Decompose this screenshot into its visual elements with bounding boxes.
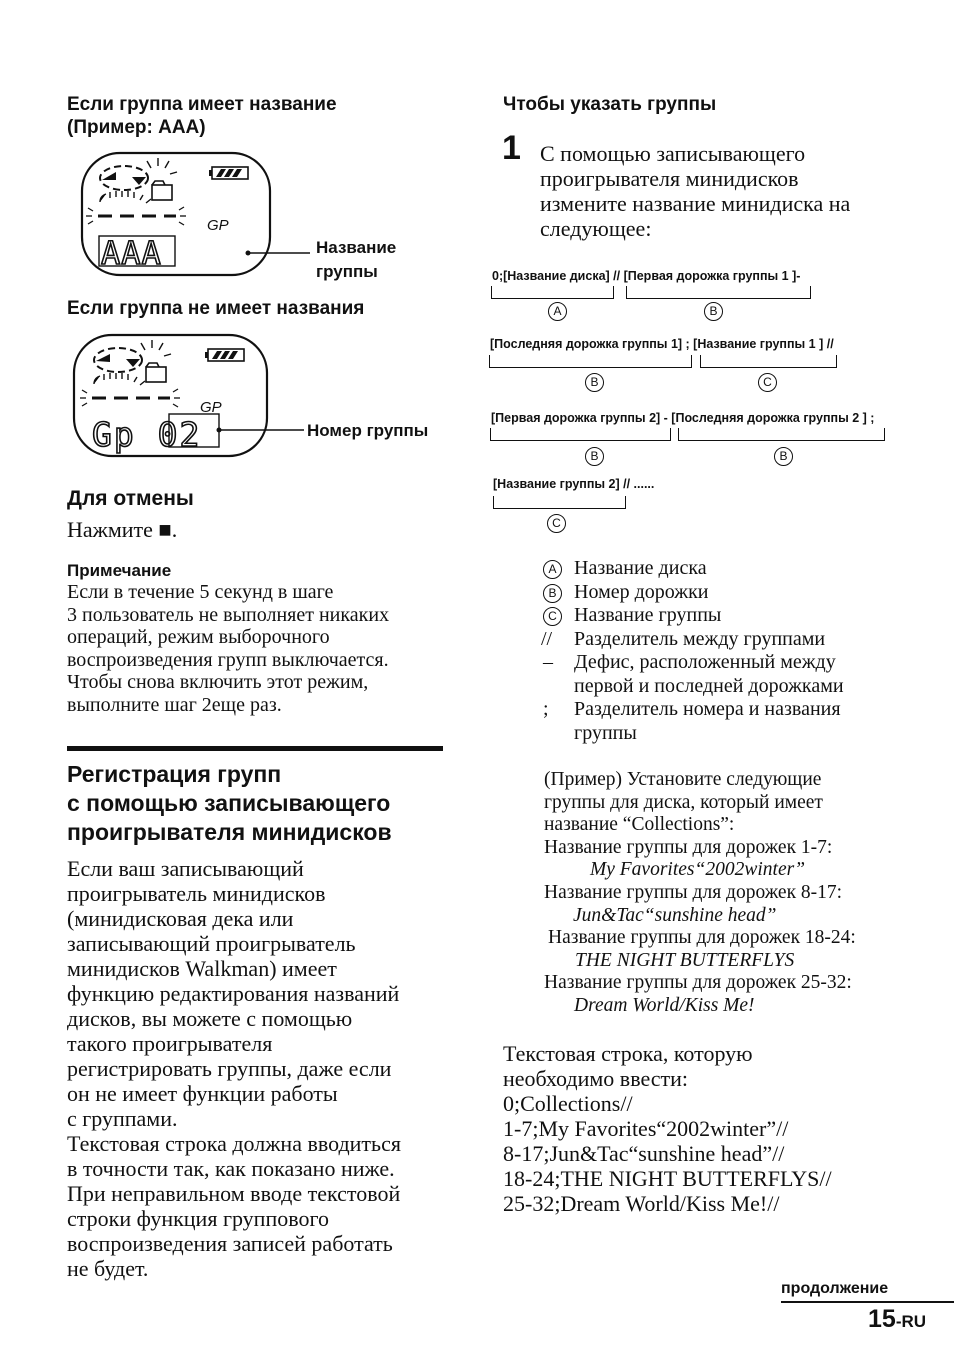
format-line-4: [Название группы 2] // ...... (493, 477, 655, 491)
legend-item: B Номер дорожки (543, 581, 923, 605)
step-text: С помощью записывающего проигрывателя минидисков измените название минидиска на следующее: (540, 141, 851, 241)
format-line-1: 0;[Название диска] // [Первая дорожка группы 1 ]- (492, 269, 801, 283)
bracket-last-track-1 (489, 355, 692, 368)
legend-item: – Дефис, расположенный между первой и последней дорожками (543, 651, 844, 697)
continued-label: продолжение (781, 1280, 889, 1297)
mark-c: C (758, 373, 777, 392)
note-heading: Примечание (67, 561, 172, 580)
example-value: My Favorites“2002winter” (590, 859, 806, 881)
mark-b: B (704, 302, 723, 321)
example-label: Название группы для дорожек 1-7: (544, 836, 833, 858)
section-rule (67, 746, 443, 751)
note-body: Если в течение 5 секунд в шаге 3 пользователь не выполняет никаких операций, режим выборочного воспроизведения групп выключается. Чтобы снова включить этот режим, выполните шаг 2еще раз. (67, 581, 390, 716)
callout-group-number: Номер группы (307, 421, 429, 440)
legend-item: A Название диска (543, 557, 923, 581)
gp-indicator: GP (200, 399, 222, 416)
legend-item: ; Разделитель номера и названия группы (543, 698, 841, 744)
example-label: Название группы для дорожек 18-24: (548, 927, 856, 949)
cancel-text: Нажмите ■. (67, 517, 178, 542)
mark-b: B (585, 373, 604, 392)
lcd-display-named (80, 150, 310, 280)
example-label: Название группы для дорожек 25-32: (544, 972, 852, 994)
bracket-disc-name (491, 286, 614, 299)
example-value: Jun&Tac“sunshine head” (573, 904, 777, 926)
format-line-3: [Первая дорожка группы 2] - [Последняя дорожка группы 2 ] ; (491, 411, 875, 425)
mark-b: B (774, 447, 793, 466)
heading-group-unnamed: Если группа не имеет названия (67, 298, 365, 319)
bracket-first-track-1 (626, 286, 811, 299)
example-value: THE NIGHT BUTTERFLYS (575, 949, 795, 971)
page-number: 15-RU (868, 1305, 927, 1333)
section-title: Регистрация групп с помощью записывающего проигрывателя минидисков (67, 761, 392, 845)
bracket-group-name-2 (493, 496, 626, 509)
example-value: Dream World/Kiss Me! (574, 994, 755, 1016)
example-label: Название группы для дорожек 8-17: (544, 881, 843, 903)
lcd-display-unnamed (72, 333, 304, 461)
heading-specify-groups: Чтобы указать группы (503, 94, 717, 115)
gp-indicator: GP (207, 217, 229, 234)
footer-rule (781, 1301, 954, 1303)
mark-b: B (585, 447, 604, 466)
legend-item: C Название группы (543, 604, 923, 628)
heading-group-named: Если группа имеет название (Пример: AAA) (67, 94, 337, 138)
section-body: Если ваш записывающий проигрыватель минидисков (минидисковая дека или записывающий проигрыватель минидисков Walkman) имеет функцию редактирования названий дисков, вы можете с помощью такого проигрывателя регистрировать группы, даже если он не имеет функции работы с группами. Текстовая строка должна вводиться в точности так, как показано ниже. При неправильном вводе текстовой строки функция группового воспроизведения записей работать не будет. (67, 856, 401, 1281)
callout-group-name: Название группы (316, 238, 397, 281)
lcd-group-chars: AAA (101, 234, 162, 272)
cancel-heading: Для отмены (67, 487, 194, 510)
bracket-first-track-2 (490, 428, 671, 441)
example-block: (Пример) Установите следующие группы для диска, который имеет название “Collections”: Название группы для дорожек 1-7: My Favorites“2002winter” Название группы для дорожек 8-17: Jun&Tac“sunshine head” Название группы для дорожек 18-24: THE NIGHT BUTTERFLYS Название группы для дорожек 25-32: Dream World/Kiss Me! (544, 769, 924, 1018)
lcd-group-number: Gp 02 (92, 415, 202, 454)
legend-list (543, 557, 923, 745)
mark-c: C (547, 514, 566, 533)
format-line-2: [Последняя дорожка группы 1] ; [Название группы 1 ] // (490, 337, 834, 351)
mark-a: A (548, 302, 567, 321)
result-string: Текстовая строка, которую необходимо ввести: 0;Collections// 1-7;My Favorites“2002winter”// 8-17;Jun&Tac“sunshine head”// 18-24;THE NIGHT BUTTERFLYS// 25-32;Dream World/Kiss Me!// (503, 1041, 832, 1216)
legend-item: // Разделитель между группами (541, 627, 826, 650)
bracket-group-name-1 (700, 355, 837, 368)
bracket-last-track-2 (678, 428, 885, 441)
step-number: 1 (502, 129, 521, 167)
